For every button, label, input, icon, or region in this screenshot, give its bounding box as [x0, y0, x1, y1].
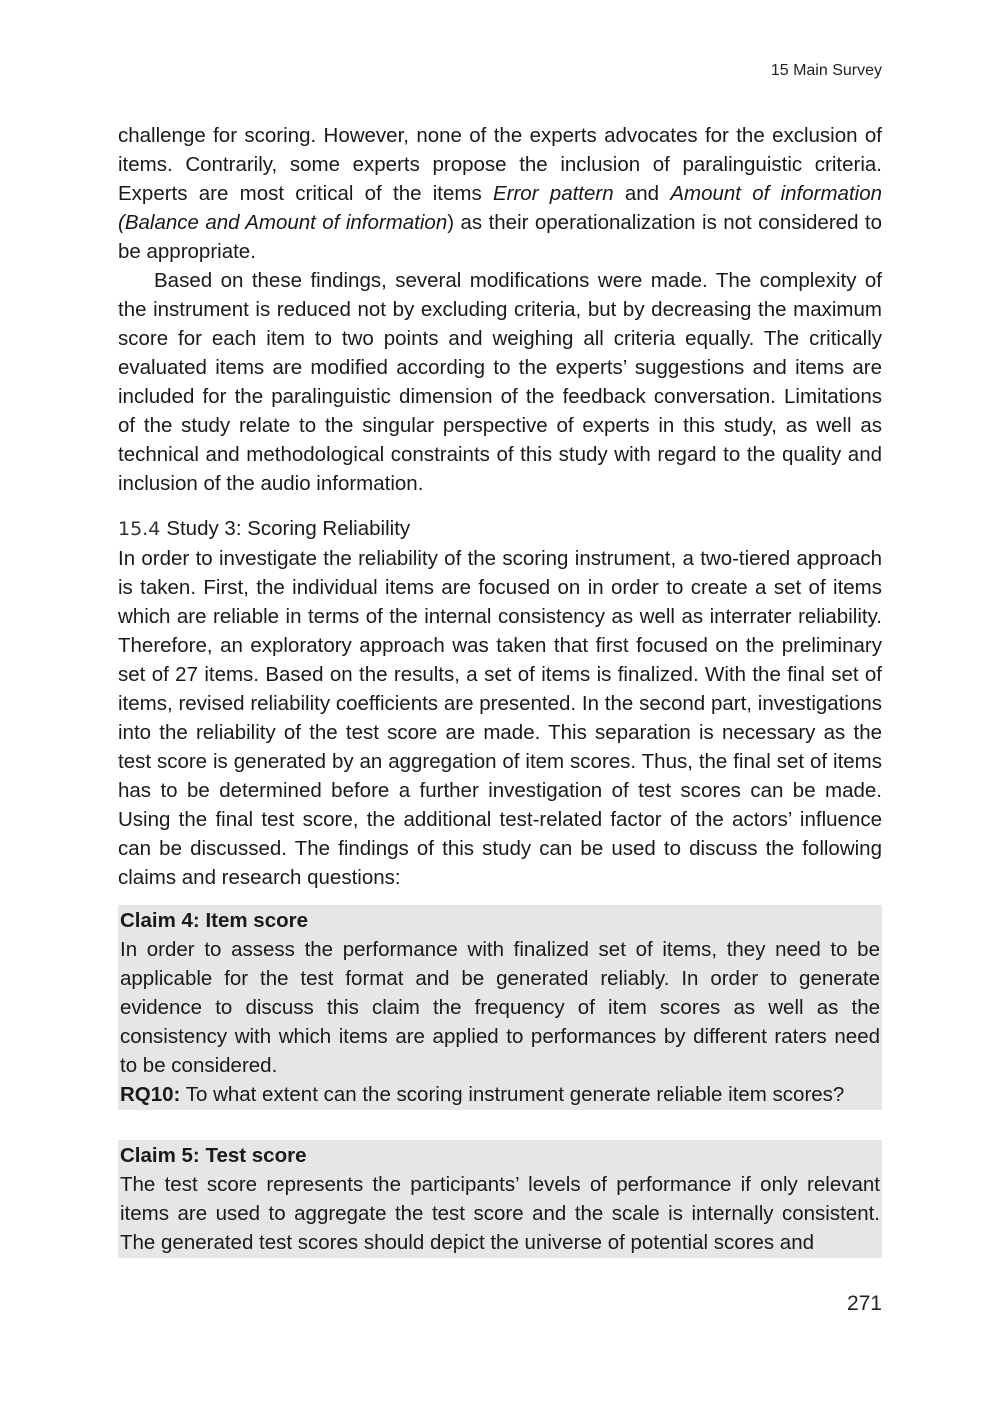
main-text	[118, 121, 882, 1258]
paragraph-1-seg-3: and	[613, 182, 671, 205]
section-title: Study 3: Scoring Reliability	[166, 517, 411, 540]
page-number: 271	[846, 1292, 882, 1315]
section-number: 15.4	[118, 518, 161, 540]
paragraph-1-seg-2: Error pattern	[492, 182, 614, 205]
claim-4-title: Claim 4: Item score	[120, 909, 308, 932]
research-question-10	[120, 1080, 880, 1109]
paragraph-1-seg-4: Amount of information (Balance and Amount of information	[118, 182, 883, 234]
section-heading	[118, 514, 882, 544]
running-head: 15 Main Survey	[770, 62, 882, 79]
claim-5-text: The test score represents the participants’ levels of performance if only relevant items are used to aggregate the test score and the scale is internally consistent. The generated test scores should depict the universe of potential scores and	[120, 1173, 880, 1254]
rq10-label: RQ10:	[120, 1083, 181, 1106]
section-body: In order to investigate the reliability of the scoring instrument, a two-tiered approach is taken. First, the individual items are focused on in order to create a set of items which are reliable in terms of the internal consistency as well as interrater reliability. Therefore, an exploratory approach was taken that first focused on the preliminary set of 27 items. Based on the results, a set of items is finalized. With the final set of items, revised reliability coefficients are presented. In the second part, investigations into the reliability of the test score are made. This separation is necessary as the test score is generated by an aggregation of item scores. Thus, the final set of items has to be determined before a further investigation of test scores can be made. Using the final test score, the additional test-related factor of the actors’ influence can be discussed. The findings of this study can be used to discuss the following claims and research questions:	[118, 547, 882, 889]
claim-box-4	[118, 905, 882, 1110]
paragraph-2: Based on these findings, several modifications were made. The complexity of the instrument is reduced not by excluding criteria, but by decreasing the maximum score for each item to two points and weighing all criteria equally. The critically evaluated items are modified according to the experts’ suggestions and items are included for the paralinguistic dimension of the feedback conversation. Limitations of the study relate to the singular perspective of experts in this study, as well as technical and methodological constraints of this study with regard to the quality and inclusion of the audio information.	[118, 269, 882, 495]
paragraph-1-seg-1: challenge for scoring. However, none of the experts advocates for the exclusion of items. Contrarily, some experts propose the inclusion of paralinguistic criteria. Experts are most critical of the items	[118, 124, 882, 205]
paragraph-1-seg-5: ) as their operationalization is not considered to be appropriate.	[118, 211, 882, 263]
claim-5-title: Claim 5: Test score	[120, 1144, 307, 1167]
rq10-text: To what extent can the scoring instrument generate reliable item scores?	[180, 1083, 845, 1106]
paragraph-1	[118, 121, 882, 266]
claim-4-text: In order to assess the performance with finalized set of items, they need to be applicable for the test format and be generated reliably. In order to generate evidence to discuss this claim the frequency of item scores as well as the consistency with which items are applied to performances by different raters need to be considered.	[120, 938, 880, 1077]
claim-box-5	[118, 1140, 882, 1258]
